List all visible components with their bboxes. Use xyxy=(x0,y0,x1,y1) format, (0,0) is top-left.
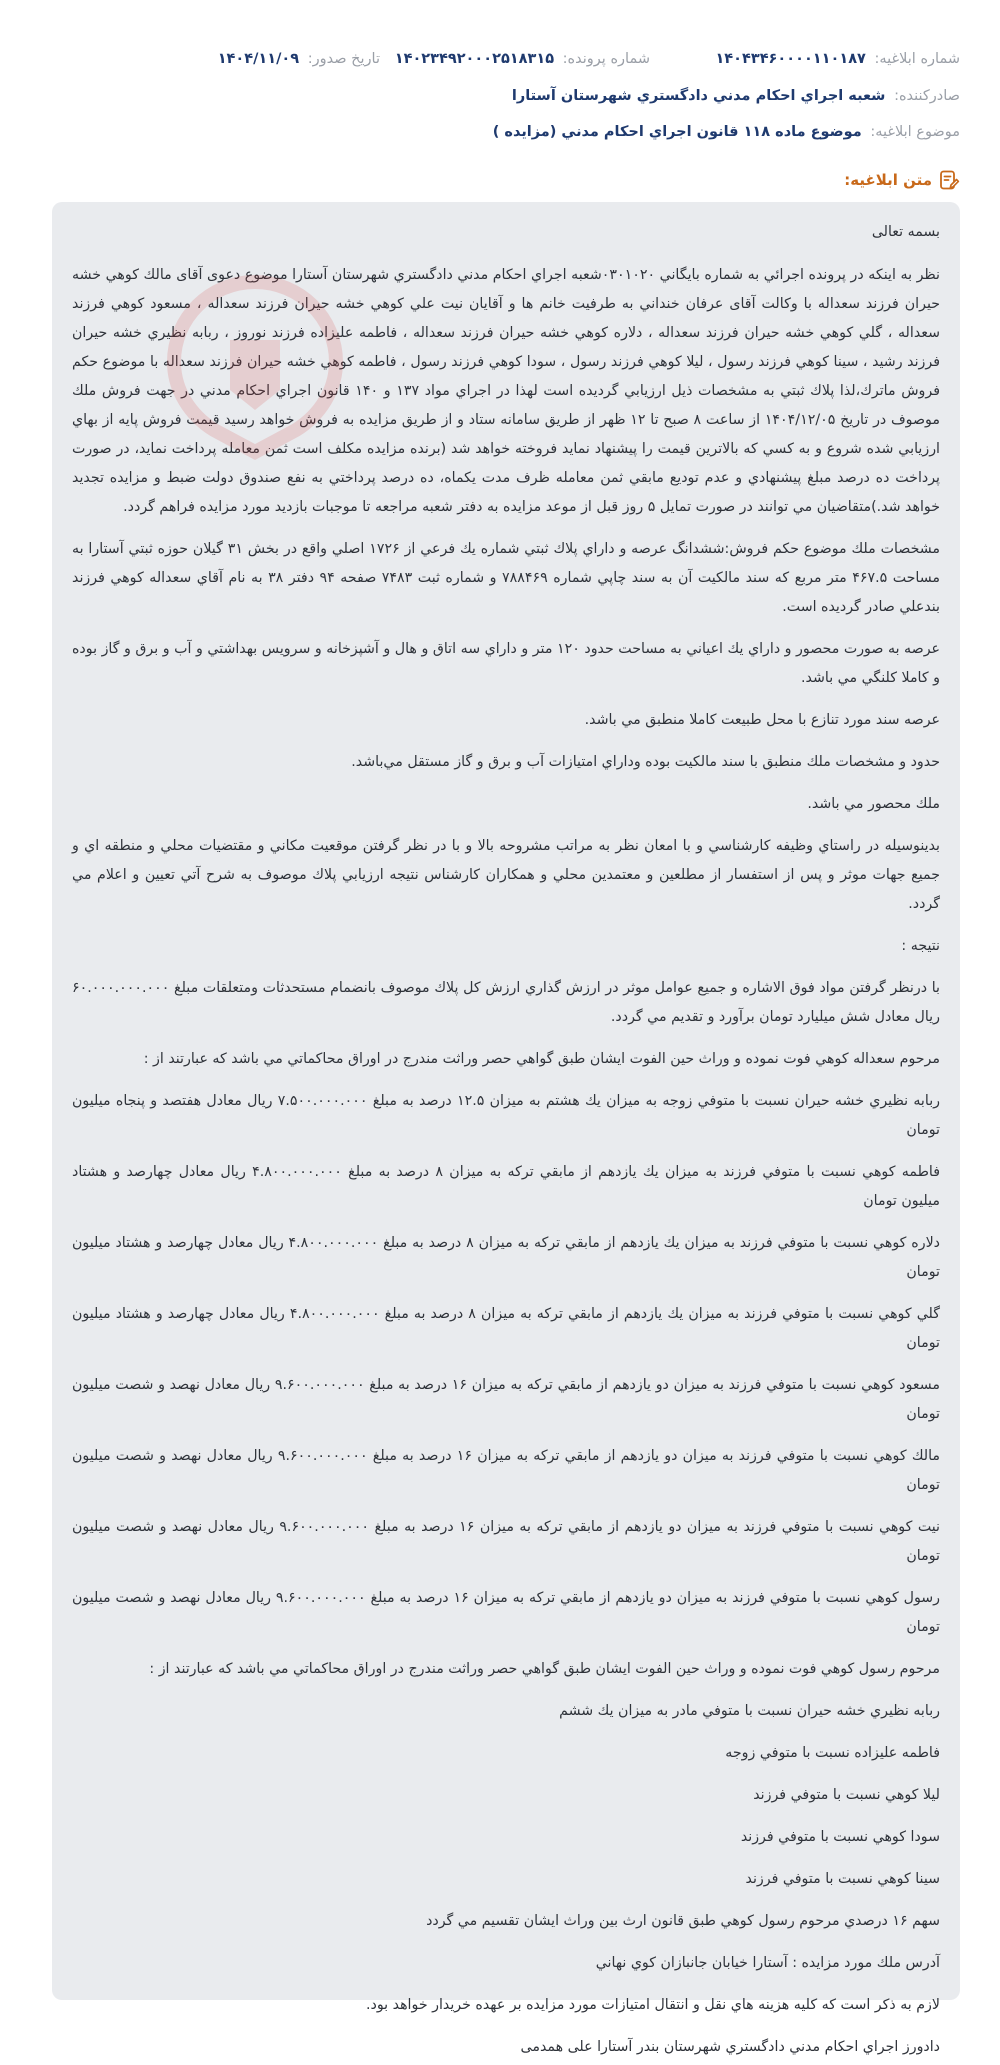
heir-share: فاطمه كوهي نسبت با متوفي فرزند به ميزان يك يازدهم از مابقي تركه به ميزان ۸ درصد به مبلغ ۴.۸۰۰.۰۰۰.۰۰۰ ريال معادل چهارصد و هشتاد ميليون تومان xyxy=(72,1164,941,1209)
paragraph-share-division: سهم ۱۶ درصدي مرحوم رسول كوهي طبق قانون ارث بين وراث ايشان تقسيم مي گردد xyxy=(426,1913,940,1929)
paragraph-property-specs: مشخصات ملك موضوع حكم فروش:ششدانگ عرصه و داراي پلاك ثبتي شماره يك فرعي از ۱۷۲۶ اصلي واقع در بخش ۳۱ گيلان حوزه ثبتي آستارا به مساحت ۴۶۷.۵ متر مربع كه سند مالكيت آن به سند چاپي شماره ۷۸۸۴۶۹ و شماره ثبت ۷۴۸۳ صفحه ۹۴ دفتر ۳۸ به نام آقاي سعداله كوهي فرزند بندعلي صادر گرديده است. xyxy=(72,541,941,615)
case-number-value: ۱۴۰۲۳۴۹۲۰۰۰۲۵۱۸۳۱۵ xyxy=(394,51,555,67)
heir-relation: فاطمه عليزاده نسبت با متوفي زوجه xyxy=(725,1745,940,1761)
paragraph-boundaries: حدود و مشخصات ملك منطبق با سند مالكيت بوده وداراي امتيازات آب و برق و گاز مستقل مي‌باشد. xyxy=(351,754,940,770)
paragraph-building: عرصه به صورت محصور و داراي يك اعياني به مساحت حدود ۱۲۰ متر و داراي سه اتاق و هال و آشپزخانه و سرويس بهداشتي و آب و برق و گاز بوده و كاملا كلنگي مي باشد. xyxy=(72,641,940,686)
paragraph-enclosed: ملك محصور مي باشد. xyxy=(807,796,940,812)
heir-relation: ليلا كوهي نسبت با متوفي فرزند xyxy=(753,1787,940,1803)
issuer-row xyxy=(40,84,960,108)
subject-value: موضوع ماده ۱۱۸ قانون اجراي احكام مدني (مزايده ) xyxy=(492,124,862,140)
heir-relation: ربابه نظيري خشه حيران نسبت با متوفي مادر به ميزان يك ششم xyxy=(559,1703,940,1719)
notice-text-heading xyxy=(844,168,960,192)
heir-share: مسعود كوهي نسبت با متوفي فرزند به ميزان دو يازدهم از مابقي تركه به ميزان ۱۶ درصد به مبلغ ۹.۶۰۰.۰۰۰.۰۰۰ ريال معادل نهصد و شصت ميليون تومان xyxy=(72,1377,941,1422)
heir-relation: سودا كوهي نسبت با متوفي فرزند xyxy=(740,1829,940,1845)
basmala: بسمه تعالی xyxy=(871,224,940,240)
header-row-numbers xyxy=(40,47,960,71)
notice-body xyxy=(52,202,960,2055)
heir-share: گلي كوهي نسبت با متوفي فرزند به ميزان يك يازدهم از مابقي تركه به ميزان ۸ درصد به مبلغ ۴.۸۰۰.۰۰۰.۰۰۰ ريال معادل چهارصد و هشتاد ميليون تومان xyxy=(72,1306,940,1351)
issuer-label: صادرکننده: xyxy=(894,88,960,104)
paragraph-intro: نظر به اينكه در پرونده اجرائي به شماره بايگاني ۰۳۰۱۰۲۰شعبه اجراي احكام مدني دادگستري شهرستان آستارا موضوع دعوی آقای مالك كوهي خشه حيران فرزند سعداله با وكالت آقای عرفان خنداني به طرفيت خانم ها و آقایان نيت علي كوهي خشه حيران فرزند سعداله ، مسعود كوهي فرزند سعداله ، گلي كوهي خشه حيران فرزند سعداله ، دلاره كوهي خشه حيران فرزند سعداله ، فاطمه عليزاده فرزند نوروز ، ربابه نظيري خشه حيران فرزند رشيد ، سينا كوهي فرزند رسول ، ليلا كوهي فرزند رسول ، سودا كوهي فرزند رسول ، فاطمه كوهي خشه حيران فرزند سعداله با موضوع حكم فروش ماترك،لذا پلاك ثبتي به مشخصات ذيل ارزيابي گرديده است لهذا در اجراي مواد ۱۳۷ و ۱۴۰ قانون اجراي احكام مدني در جهت فروش ملك موصوف در تاريخ ۱۴۰۴/۱۲/۰۵ از ساعت ۸ صبح تا ۱۲ ظهر از طريق سامانه ستاد و از طريق مزايده به فروش خواهد رسيد قيمت فروش پايه از بهاي ارزيابي شده شروع و به كسي كه بالاترين قيمت را پيشنهاد نمايد فروخته خواهد شد (برنده مزايده مكلف است ثمن معامله پرداخت نمايد، در صورت پرداخت ده درصد مبلغ پيشنهادي و عدم توديع مابقي ثمن معامله ظرف مدت يكماه، ده درصد پرداختي به نفع صندوق دولت ضبط و مزايده تجديد خواهد شد.)متقاضيان مي توانند در صورت تمايل ۵ روز قبل از موعد مزايده به دفتر شعبه مراجعه تا موجبات بازديد مورد مزايده فراهم گردد. xyxy=(72,267,940,515)
paragraph-costs: لازم به ذكر است كه كليه هزينه هاي نقل و انتقال امتيازات مورد مزايده بر عهده خريدار خواهد بود. xyxy=(366,1997,940,2013)
subject-label: موضوع ابلاغيه: xyxy=(870,124,960,140)
issuer-value: شعبه اجراي احكام مدني دادگستري شهرستان آستارا xyxy=(511,88,886,104)
notice-number-value: ۱۴۰۴۳۴۶۰۰۰۰۱۱۰۱۸۷ xyxy=(715,51,866,67)
issue-date-value: ۱۴۰۴/۱۱/۰۹ xyxy=(217,51,300,67)
paragraph-address: آدرس ملك مورد مزايده : آستارا خيابان جانبازان كوي نهاني xyxy=(595,1955,940,1971)
document-edit-icon xyxy=(938,169,960,191)
case-number xyxy=(395,47,650,71)
notice-text-title: متن ابلاغيه: xyxy=(844,171,932,189)
paragraph-heirs-intro-1: مرحوم سعداله كوهي فوت نموده و وراث حين الفوت ايشان طبق گواهي حصر وراثت مندرج در اوراق محاكماتي مي باشد كه عبارتند از : xyxy=(143,1051,940,1067)
heir-share: رسول كوهي نسبت با متوفي فرزند به ميزان دو يازدهم از مابقي تركه به ميزان ۱۶ درصد به مبلغ ۹.۶۰۰.۰۰۰.۰۰۰ ريال معادل نهصد و شصت ميليون تومان xyxy=(72,1590,941,1635)
paragraph-appraisal: بدينوسيله در راستاي وظيفه كارشناسي و با امعان نظر به مراتب مشروحه بالا و با در نظر گرفتن موقعيت مكاني و مقتضيات محلي و منطقه اي و جميع جهات موثر و پس از استفسار از مطلعين و معتمدين محلي و همكاران كارشناس نتيجه ارزيابي پلاك موصوف به شرح آتي تعيين و اعلام مي گردد. xyxy=(72,838,940,912)
paragraph-heirs-intro-2: مرحوم رسول كوهي فوت نموده و وراث حين الفوت ايشان طبق گواهي حصر وراثت مندرج در اوراق محاكماتي مي باشد كه عبارتند از : xyxy=(149,1661,940,1677)
paragraph-total-value: با درنظر گرفتن مواد فوق الاشاره و جميع عوامل موثر در ارزش گذاري ارزش كل پلاك موصوف بانضمام مستحدثات ومتعلقات مبلغ ۶۰.۰۰۰.۰۰۰.۰۰۰ ريال معادل شش ميليارد تومان برآورد و تقديم مي گردد. xyxy=(72,980,940,1025)
subject-row xyxy=(40,120,960,144)
case-number-label: شماره پرونده: xyxy=(562,51,650,67)
paragraph-result-heading: نتيجه : xyxy=(901,938,940,954)
issue-date-label: تاريخ صدور: xyxy=(307,51,380,67)
issue-date xyxy=(218,47,380,71)
heir-relation: سينا كوهي نسبت با متوفي فرزند xyxy=(745,1871,940,1887)
paragraph-land-match: عرصه سند مورد تنازع با محل طبيعت كاملا منطبق مي باشد. xyxy=(584,712,940,728)
heir-share: نيت كوهي نسبت با متوفي فرزند به ميزان دو يازدهم از مابقي تركه به ميزان ۱۶ درصد به مبلغ ۹.۶۰۰.۰۰۰.۰۰۰ ريال معادل نهصد و شصت ميليون تومان xyxy=(72,1519,940,1564)
heir-share: ربابه نظيري خشه حيران نسبت با متوفي زوجه به ميزان يك هشتم به ميزان ۱۲.۵ درصد به مبلغ ۷.۵۰۰.۰۰۰.۰۰۰ ريال معادل هفتصد و پنجاه ميليون تومان xyxy=(72,1093,940,1138)
notice-number xyxy=(715,47,960,71)
heir-share: مالك كوهي نسبت با متوفي فرزند به ميزان دو يازدهم از مابقي تركه به ميزان ۱۶ درصد به مبلغ ۹.۶۰۰.۰۰۰.۰۰۰ ريال معادل نهصد و شصت ميليون تومان xyxy=(72,1448,941,1493)
paragraph-signature: دادورز اجراي احكام مدني دادگستري شهرستان بندر آستارا علی همدمی xyxy=(520,2039,940,2055)
notice-number-label: شماره ابلاغيه: xyxy=(874,51,960,67)
heir-share: دلاره كوهي نسبت با متوفي فرزند به ميزان يك يازدهم از مابقي تركه به ميزان ۸ درصد به مبلغ ۴.۸۰۰.۰۰۰.۰۰۰ ريال معادل چهارصد و هشتاد ميليون تومان xyxy=(72,1235,940,1280)
